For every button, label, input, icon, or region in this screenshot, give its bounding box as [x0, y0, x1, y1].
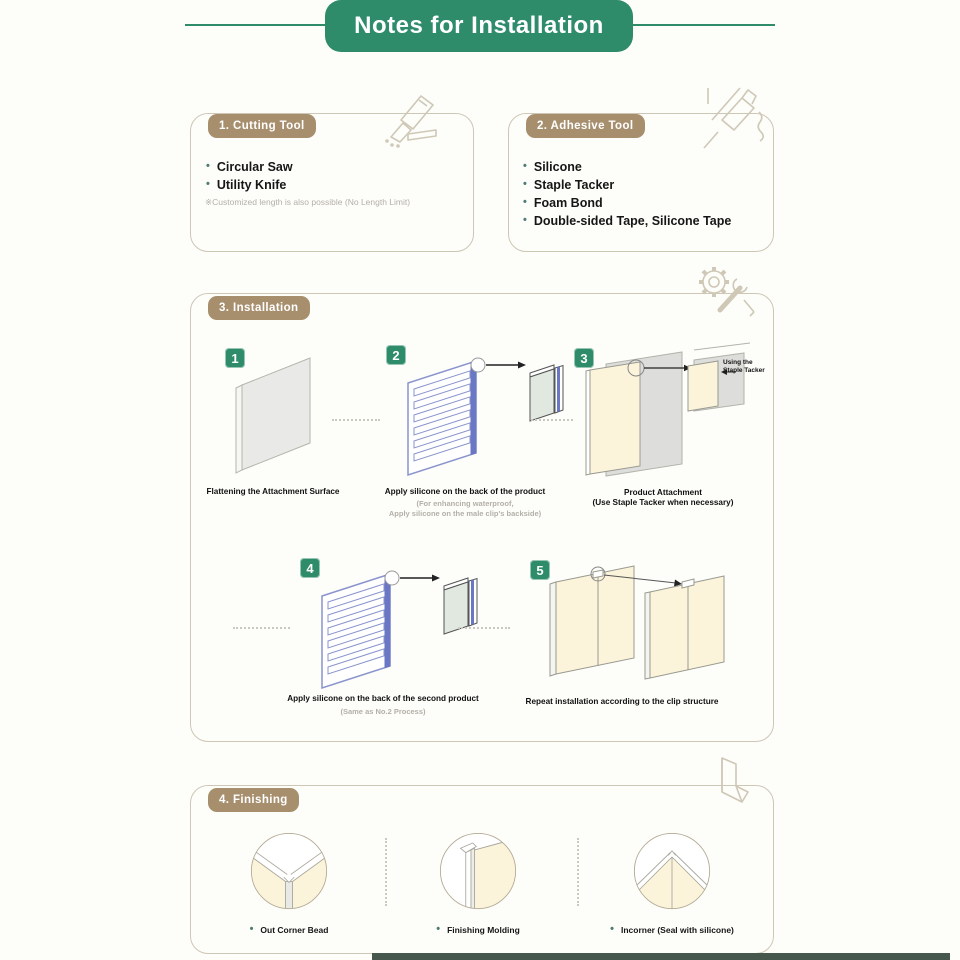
list-item: • Finishing Molding: [436, 921, 520, 939]
step1-panel-diagram: [232, 352, 317, 477]
step-badge: 1: [225, 348, 245, 368]
step2-silicone-diagram: [398, 355, 578, 490]
list-item: • Incorner (Seal with silicone): [610, 921, 734, 939]
step-caption: Apply silicone on the back of the product: [384, 487, 546, 496]
silicone-tube-icon: [696, 86, 766, 152]
list-item: • Staple Tacker: [523, 176, 731, 194]
page-header: [325, 0, 633, 52]
list-item: • Utility Knife: [206, 176, 293, 194]
dotted-divider: [385, 838, 387, 906]
section-installation-label: 3. Installation: [208, 296, 310, 320]
list-item: • Silicone: [523, 158, 731, 176]
note-line: Staple Tacker: [723, 367, 765, 374]
corner-bead-icon: [702, 756, 757, 808]
adhesive-tool-list: [523, 158, 731, 230]
step-caption: (Use Staple Tacker when necessary): [592, 498, 734, 507]
section-adhesive-label: 2. Adhesive Tool: [526, 114, 645, 138]
list-item: • Foam Bond: [523, 194, 731, 212]
cutting-tool-list: [206, 158, 293, 194]
dotted-connector: [233, 627, 290, 629]
step-subcaption: Apply silicone on the male clip's backside): [388, 509, 542, 518]
finishing-molding-diagram: [436, 829, 520, 913]
gear-wrench-icon: [690, 260, 765, 326]
header-rule-right: [633, 24, 775, 26]
bottom-page-strip: [372, 953, 950, 960]
step-caption: Apply silicone on the back of the second product: [287, 694, 479, 703]
finishing-caption-2: [383, 921, 573, 939]
finishing-caption-1: [194, 921, 384, 939]
list-item: • Out Corner Bead: [250, 921, 329, 939]
step-badge: 3: [574, 348, 594, 368]
list-item: • Circular Saw: [206, 158, 293, 176]
incorner-diagram: [630, 829, 714, 913]
step-badge: 4: [300, 558, 320, 578]
utility-knife-icon: [378, 90, 438, 148]
page-title: Notes for Installation: [354, 12, 604, 39]
step-badge: 5: [530, 560, 550, 580]
out-corner-bead-diagram: [247, 829, 331, 913]
step5-repeat-diagram: [542, 562, 742, 697]
step-caption: Flattening the Attachment Surface: [206, 487, 340, 496]
staple-tacker-note: [723, 359, 771, 375]
dotted-connector: [332, 419, 380, 421]
step-subcaption: (Same as No.2 Process): [340, 707, 426, 716]
list-item: • Double-sided Tape, Silicone Tape: [523, 212, 731, 230]
dotted-divider: [577, 838, 579, 906]
dotted-connector: [458, 627, 510, 629]
step-caption: Product Attachment: [624, 488, 702, 497]
step-subcaption: (For enhancing waterproof,: [416, 499, 514, 508]
cutting-tool-note: ※Customized length is also possible (No Length Limit): [205, 197, 411, 207]
section-cutting-label: 1. Cutting Tool: [208, 114, 316, 138]
finishing-caption-3: [577, 921, 767, 939]
section-finishing-label: 4. Finishing: [208, 788, 299, 812]
dotted-connector: [531, 419, 573, 421]
header-rule-left: [185, 24, 325, 26]
step-caption: Repeat installation according to the clip structure: [525, 697, 719, 706]
note-line: Using the: [723, 359, 753, 366]
step4-silicone-diagram: [312, 568, 492, 703]
step-badge: 2: [386, 345, 406, 365]
